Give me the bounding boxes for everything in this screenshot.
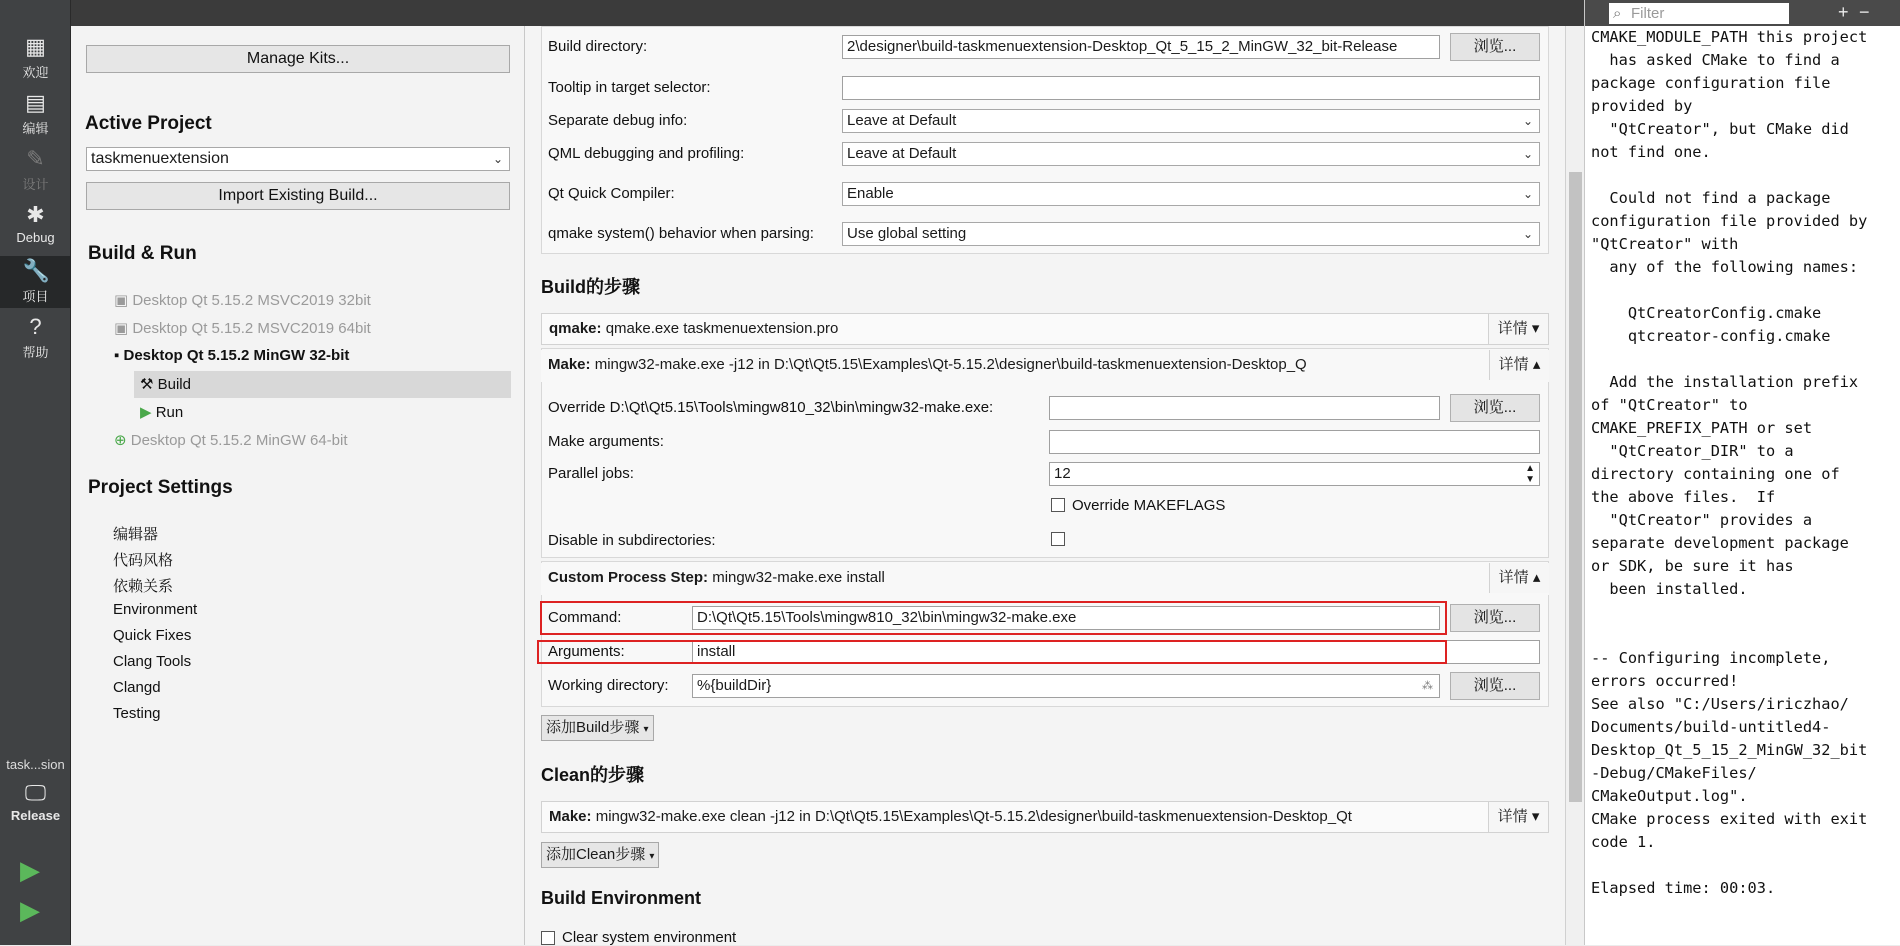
kit-run-label: Run	[155, 404, 184, 421]
filter-input[interactable]	[1609, 3, 1789, 24]
kit-build-label: Build	[157, 376, 191, 393]
settings-quick-fixes[interactable]: Quick Fixes	[113, 627, 192, 644]
spin-arrows-icon[interactable]: ▲ ▼	[1525, 463, 1535, 485]
custom-process-step[interactable]	[541, 563, 1549, 595]
qml-debug-value: Leave at Default	[847, 145, 957, 162]
parallel-jobs-spinbox[interactable]	[1049, 462, 1540, 486]
clean-details-button[interactable]	[1488, 802, 1548, 832]
caret-down-icon: ▾	[1531, 320, 1540, 337]
custom-step-value: mingw32-make.exe install	[712, 569, 885, 586]
make-args-input[interactable]	[1049, 430, 1540, 454]
search-icon: ⌕	[1613, 5, 1622, 22]
play-icon: ▶	[140, 404, 156, 421]
qmake-step[interactable]	[541, 313, 1549, 345]
qml-debug-select[interactable]	[842, 142, 1540, 166]
monitor-icon: ▪	[114, 347, 124, 364]
monitor-icon: 🖵	[24, 780, 47, 805]
kit-build-item[interactable]	[140, 375, 191, 393]
clear-env-checkbox[interactable]	[541, 931, 555, 945]
override-make-input[interactable]	[1049, 396, 1440, 420]
document-icon: ▤	[25, 90, 46, 115]
kit-run-item[interactable]	[140, 403, 183, 421]
wrench-icon: 🔧	[22, 258, 50, 283]
build-config-label: Release	[10, 808, 61, 823]
qmake-system-select[interactable]	[842, 222, 1540, 246]
details-label: 详情	[1498, 356, 1529, 373]
clean-step-value: mingw32-make.exe clean -j12 in D:\Qt\Qt5.15\Examples\Qt-5.15.2\designer\build-taskmenuextension-Desktop_Qt	[595, 808, 1352, 825]
vertical-scrollbar[interactable]	[1565, 26, 1584, 945]
clean-make-step[interactable]	[541, 801, 1549, 833]
build-dir-label: Build directory:	[548, 38, 648, 55]
mode-design[interactable]	[0, 146, 71, 196]
mode-welcome[interactable]	[0, 34, 71, 84]
caret-up-icon: ▴	[1532, 356, 1541, 373]
pencil-icon: ✎	[26, 146, 45, 171]
disable-subdirs-label: Disable in subdirectories:	[548, 532, 716, 549]
separate-debug-select[interactable]	[842, 109, 1540, 133]
chevron-down-icon: ⌄	[1522, 187, 1533, 201]
workdir-value: %{buildDir}	[697, 677, 772, 694]
minimize-icon[interactable]: −	[1859, 2, 1870, 22]
add-clean-step-button[interactable]	[541, 842, 659, 868]
mode-bar	[0, 0, 71, 945]
settings-editor[interactable]: 编辑器	[113, 526, 159, 543]
custom-details-button[interactable]	[1489, 563, 1549, 593]
kit-mingw32[interactable]	[114, 347, 349, 364]
kit-mingw64[interactable]	[114, 431, 348, 449]
mode-edit-label: 编辑	[22, 121, 49, 136]
build-run-heading: Build & Run	[88, 243, 197, 264]
settings-testing[interactable]: Testing	[113, 705, 161, 722]
caret-down-icon: ▾	[1531, 808, 1540, 825]
separate-debug-label: Separate debug info:	[548, 112, 688, 129]
active-project-select[interactable]	[86, 147, 510, 171]
settings-code-style[interactable]: 代码风格	[113, 552, 174, 569]
add-clean-step-label: 添加Clean步骤	[546, 846, 646, 863]
manage-kits-button[interactable]: Manage Kits...	[86, 45, 510, 73]
tooltip-label: Tooltip in target selector:	[548, 79, 711, 96]
help-icon: ?	[29, 314, 42, 339]
clean-steps-heading: Clean的步骤	[541, 765, 645, 785]
filter-placeholder: Filter	[1631, 5, 1665, 22]
build-dir-browse-button[interactable]: 浏览...	[1450, 33, 1540, 61]
mode-help-label: 帮助	[22, 345, 49, 360]
build-steps-heading: Build的步骤	[541, 277, 640, 297]
caret-down-icon: ▾	[643, 724, 649, 735]
settings-environment[interactable]: Environment	[113, 601, 198, 618]
mode-edit[interactable]	[0, 90, 71, 140]
disable-subdirs-checkbox[interactable]	[1051, 532, 1065, 546]
chevron-down-icon: ⌄	[1522, 114, 1533, 128]
details-label: 详情	[1497, 320, 1528, 337]
arguments-input[interactable]: install	[692, 640, 1540, 664]
details-label: 详情	[1498, 569, 1529, 586]
settings-clangd[interactable]: Clangd	[113, 679, 161, 696]
kit-selector-label: task...sion	[6, 757, 65, 772]
caret-down-icon: ▾	[649, 851, 655, 862]
chevron-down-icon: ⌄	[492, 152, 503, 166]
mode-projects-label: 项目	[22, 289, 49, 304]
add-build-step-label: 添加Build步骤	[546, 719, 640, 736]
chevron-down-icon: ⌄	[1522, 227, 1533, 241]
build-environment-heading: Build Environment	[541, 888, 702, 908]
qmake-system-label: qmake system() behavior when parsing:	[548, 225, 814, 242]
output-pane	[1584, 0, 1900, 945]
active-project-heading: Active Project	[85, 113, 212, 134]
settings-dependencies[interactable]: 依赖关系	[113, 578, 174, 595]
tooltip-input[interactable]	[842, 76, 1540, 100]
mode-projects[interactable]	[0, 256, 71, 308]
qmake-system-value: Use global setting	[847, 225, 967, 242]
kit-mingw32-label: Desktop Qt 5.15.2 MinGW 32-bit	[123, 347, 350, 364]
scrollbar-thumb[interactable]	[1569, 172, 1582, 802]
build-dir-input[interactable]: 2\designer\build-taskmenuextension-Desktop_Qt_5_15_2_MinGW_32_bit-Release	[842, 35, 1440, 59]
make-args-label: Make arguments:	[548, 433, 664, 450]
qmake-step-value: qmake.exe taskmenuextension.pro	[605, 320, 839, 337]
make-details-button[interactable]	[1489, 350, 1549, 380]
override-makeflags-label: Override MAKEFLAGS	[1072, 497, 1226, 514]
add-build-step-button[interactable]	[541, 715, 654, 741]
output-toolbar	[1585, 0, 1900, 26]
clear-env-label: Clear system environment	[562, 929, 737, 946]
make-step-key: Make:	[548, 356, 591, 373]
kit-selector[interactable]	[0, 780, 71, 832]
command-label: Command:	[548, 609, 622, 626]
general-settings-box	[541, 26, 1549, 254]
workdir-input[interactable]	[692, 674, 1440, 698]
parallel-jobs-value: 12	[1054, 465, 1071, 482]
kit-icon: ▣	[114, 292, 133, 309]
override-make-label: Override D:\Qt\Qt5.15\Tools\mingw810_32\bin\mingw32-make.exe:	[548, 399, 994, 416]
active-project-value: taskmenuextension	[91, 150, 229, 167]
settings-clang-tools[interactable]: Clang Tools	[113, 653, 192, 670]
parallel-jobs-label: Parallel jobs:	[548, 465, 634, 482]
command-highlight	[540, 601, 1447, 635]
kit-msvc64[interactable]	[114, 319, 371, 337]
override-browse-button[interactable]: 浏览...	[1450, 394, 1540, 422]
arguments-label: Arguments:	[548, 643, 625, 660]
override-makeflags-checkbox[interactable]	[1051, 498, 1065, 512]
kit-msvc32-label: Desktop Qt 5.15.2 MSVC2019 32bit	[132, 292, 371, 309]
mode-help[interactable]	[0, 314, 71, 364]
run-icon[interactable]: ▶	[20, 855, 40, 885]
mode-welcome-label: 欢迎	[22, 65, 49, 80]
clean-step-key: Make:	[549, 808, 592, 825]
chevron-down-icon: ⌄	[1522, 147, 1533, 161]
caret-up-icon: ▴	[1532, 569, 1541, 586]
kit-msvc32[interactable]	[114, 291, 371, 309]
hammer-icon: ⚒	[140, 376, 158, 393]
add-kit-icon: ⊕	[114, 432, 131, 449]
details-label: 详情	[1497, 808, 1528, 825]
make-step[interactable]	[541, 350, 1549, 382]
variable-chooser-icon[interactable]: ⁂	[1422, 680, 1433, 692]
kit-msvc64-label: Desktop Qt 5.15.2 MSVC2019 64bit	[132, 320, 371, 337]
add-icon[interactable]: +	[1838, 2, 1849, 22]
workdir-label: Working directory:	[548, 677, 669, 694]
compile-output-text: CMAKE_MODULE_PATH this project has asked CMake to find a package configuration file provided by "QtCreator", but CMake did not find one. Could not find a package configuration file provided by "QtCreator" with any of the following names: QtCreatorConfig.cmake qtcreator-config.cmake Add the installation prefix of "QtCreator" to CMAKE_PREFIX_PATH or set "QtCreator_DIR" to a directory containing one of the above files. If "QtCreator" provides a separate development package or SDK, be sure it has been installed. -- Configuring incomplete, errors occurred! See also "C:/Users/iriczhao/ Documents/build-untitled4- Desktop_Qt_5_15_2_MinGW_32_bit -Debug/CMakeFiles/ CMakeOutput.log". CMake process exited with exit code 1. Elapsed time: 00:03.	[1591, 28, 1868, 897]
project-settings-heading: Project Settings	[88, 477, 233, 498]
qmake-step-key: qmake:	[549, 320, 602, 337]
custom-step-key: Custom Process Step:	[548, 569, 709, 586]
qml-debug-label: QML debugging and profiling:	[548, 145, 745, 162]
mode-design-label: 设计	[22, 177, 49, 192]
qtquick-compiler-value: Enable	[847, 185, 894, 202]
kit-icon: ▣	[114, 320, 133, 337]
debug-run-icon[interactable]: ▶	[20, 895, 40, 925]
make-step-value: mingw32-make.exe -j12 in D:\Qt\Qt5.15\Examples\Qt-5.15.2\designer\build-taskmenuextension-Desktop_Q	[594, 356, 1307, 373]
mode-debug[interactable]	[0, 202, 71, 252]
qtquick-compiler-label: Qt Quick Compiler:	[548, 185, 675, 202]
qtquick-compiler-select[interactable]	[842, 182, 1540, 206]
bug-icon: ✱	[26, 202, 45, 227]
qmake-details-button[interactable]	[1488, 314, 1548, 344]
kit-mingw64-label: Desktop Qt 5.15.2 MinGW 64-bit	[130, 432, 348, 449]
import-build-button[interactable]: Import Existing Build...	[86, 182, 510, 210]
workdir-browse-button[interactable]: 浏览...	[1450, 672, 1540, 700]
mode-debug-label: Debug	[16, 230, 55, 245]
grid-icon: ▦	[25, 34, 46, 59]
arguments-highlight	[537, 640, 1447, 664]
separate-debug-value: Leave at Default	[847, 112, 957, 129]
command-input[interactable]: D:\Qt\Qt5.15\Tools\mingw810_32\bin\mingw32-make.exe	[692, 606, 1440, 630]
command-browse-button[interactable]: 浏览...	[1450, 604, 1540, 632]
